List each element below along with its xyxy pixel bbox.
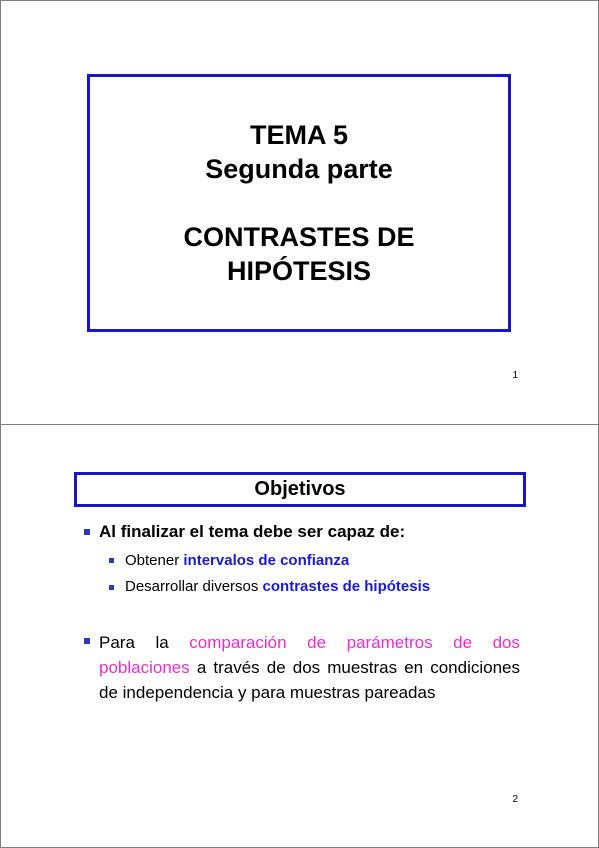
bullet-2-prefix: Para la [99, 633, 190, 652]
slide-2 [0, 424, 599, 848]
title-line-1: TEMA 5 [249, 120, 348, 150]
page-number: 1 [512, 370, 518, 381]
bullet-square-icon [84, 638, 90, 644]
sub-bullet-1 [125, 552, 349, 569]
sub-bullet-square-icon [109, 558, 114, 563]
bullet-1-text: Al finalizar el tema debe ser capaz de: [99, 522, 406, 541]
title-line-4: HIPÓTESIS [226, 256, 372, 286]
bullet-square-icon [84, 529, 90, 535]
sub-bullet-1-highlight: intervalos de confianza [183, 552, 350, 569]
sub-bullet-2-highlight: contrastes de hipótesis [262, 578, 431, 595]
sub-bullet-2-prefix: Desarrollar diversos [125, 578, 263, 595]
objectives-heading: Objetivos [254, 478, 346, 500]
objectives-heading-box [74, 472, 526, 507]
bullet-2-highlight: comparación de parámetros de dos poblaciones [99, 633, 520, 677]
title-box [87, 74, 511, 332]
title-line-2: Segunda parte [205, 154, 393, 184]
title-line-3: CONTRASTES DE [183, 222, 415, 252]
bullet-2-text [99, 630, 520, 705]
bullet-2-rest: a través de dos muestras en condiciones de independencia y para muestras pareadas [99, 658, 520, 702]
sub-bullet-square-icon [109, 585, 114, 590]
page-number: 2 [512, 794, 518, 805]
sub-bullet-2 [125, 578, 430, 595]
sub-bullet-1-prefix: Obtener [125, 552, 184, 569]
